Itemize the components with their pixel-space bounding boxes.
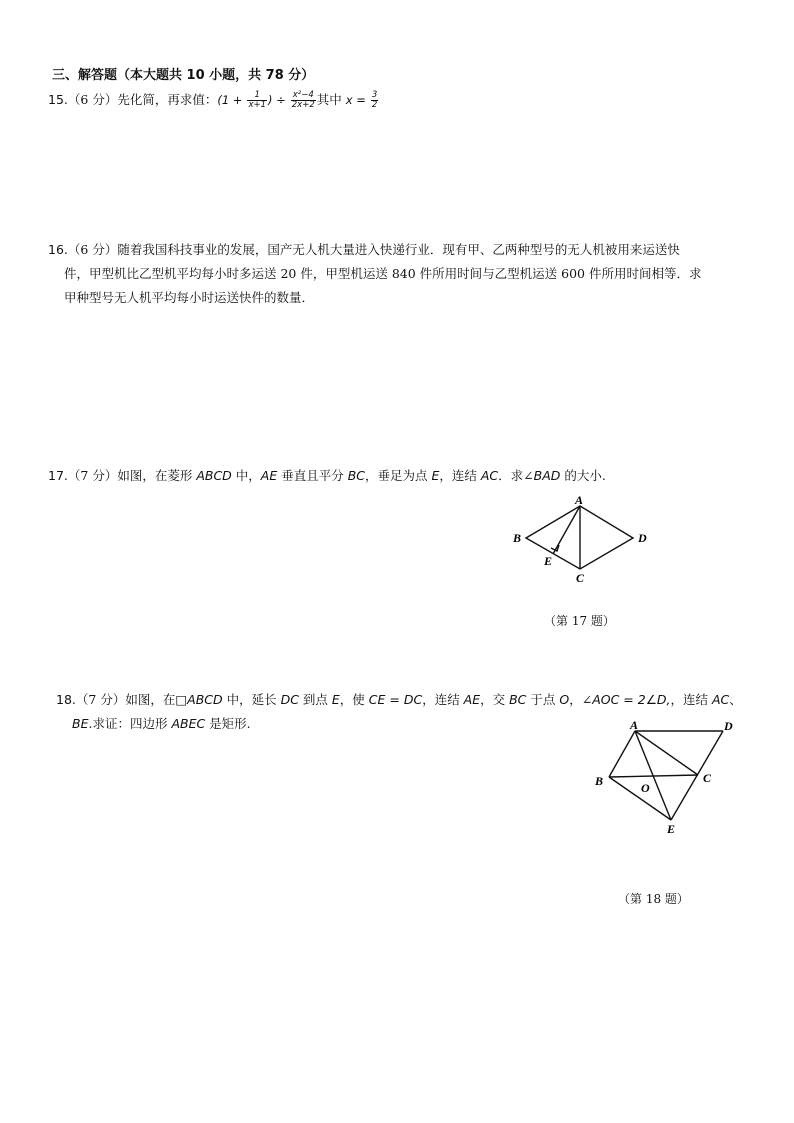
q18-text: 如图，在□	[125, 692, 188, 707]
q17-text: 中，	[231, 468, 261, 483]
q15-fraction-1: $\frac{1}{x+1}$	[248, 90, 266, 110]
q18-score: （7 分）	[75, 692, 126, 707]
q18-text: ，连结	[422, 692, 464, 707]
q15-open: (1 +	[217, 93, 243, 107]
q18-math: E	[331, 692, 340, 707]
q15-score: （6 分）	[67, 92, 118, 107]
q18-math: AE	[463, 692, 481, 707]
q18-math: AC	[711, 692, 730, 707]
q18-text: 到点	[298, 692, 332, 707]
q17-text: ，连结	[439, 468, 481, 483]
q15-var: x =	[345, 93, 366, 107]
q18-math: ABEC	[171, 716, 206, 731]
q18-text: .求证：四边形	[88, 716, 172, 731]
q17-math: AE	[260, 468, 278, 483]
q17-math: BC	[347, 468, 365, 483]
q18-label-e: E	[667, 822, 676, 836]
q16-line-3: 甲种型号无人机平均每小时运送快件的数量．	[64, 290, 315, 305]
q18-label-d: D	[724, 719, 733, 733]
q17-label-a: A	[575, 493, 584, 507]
q17-label-e: E	[544, 554, 553, 568]
q17-text: 的大小.	[560, 468, 606, 483]
q18-math: O	[559, 692, 570, 707]
section-title: 三、解答题（本大题共 10 小题，共 78 分）	[52, 68, 315, 83]
q15-prefix: 先化简，再求值：	[117, 92, 218, 107]
question-17	[48, 464, 606, 488]
q18-text: 、	[729, 692, 742, 707]
q17-math: E	[431, 468, 440, 483]
q18-label-o: O	[641, 781, 650, 795]
q17-text: 如图，在菱形	[117, 468, 197, 483]
q18-caption: （第 18 题）	[618, 892, 689, 906]
q17-number: 17.	[48, 468, 68, 483]
q18-math: BC	[509, 692, 527, 707]
q16-number: 16.	[48, 242, 68, 257]
q18-text: ，连结	[670, 692, 712, 707]
q17-text: ，垂足为点	[365, 468, 432, 483]
q17-label-b: B	[513, 531, 522, 545]
q17-score: （7 分）	[67, 468, 118, 483]
q15-fraction-2: $\frac{\text{x²−4}}{2x+2}$	[291, 90, 315, 110]
q18-text: ，交	[480, 692, 510, 707]
q17-caption: （第 17 题）	[544, 614, 615, 628]
q17-math: ABCD	[196, 468, 232, 483]
q17-rhombus-figure	[505, 490, 665, 590]
q18-math: CE = DC	[368, 692, 423, 707]
q18-math: ABCD	[187, 692, 223, 707]
q15-fraction-3: $\frac{3}{2}$	[371, 90, 378, 110]
q15-close-div: ) ÷	[268, 93, 286, 107]
q18-text: ，∠	[569, 692, 593, 707]
q18-text: ，使	[339, 692, 369, 707]
q18-segment-ab	[609, 731, 635, 777]
question-16	[48, 238, 701, 310]
q18-number: 18.	[56, 692, 76, 707]
q15-where: 其中	[316, 92, 342, 107]
q18-math: AOC = 2∠D,	[592, 692, 671, 707]
q15-number: 15.	[48, 92, 68, 107]
q18-label-b: B	[595, 774, 604, 788]
q17-text: 垂直且平分	[277, 468, 348, 483]
q17-label-d: D	[638, 531, 647, 545]
q18-math: DC	[280, 692, 299, 707]
question-15	[48, 88, 379, 112]
q17-label-c: C	[576, 571, 585, 585]
q18-text: 于点	[526, 692, 560, 707]
q17-math: BAD	[533, 468, 561, 483]
q17-text: ．求∠	[498, 468, 534, 483]
q16-score: （6 分）	[67, 242, 118, 257]
q18-math: BE	[72, 716, 89, 731]
q18-text: 是矩形.	[205, 716, 251, 731]
q16-line-1: 随着我国科技事业的发展，国产无人机大量进入快递行业．现有甲、乙两种型号的无人机被用来运送快	[117, 242, 680, 257]
q17-math: AC	[480, 468, 499, 483]
q18-parallelogram-figure	[585, 715, 750, 840]
q16-line-2: 件，甲型机比乙型机平均每小时多运送 20 件，甲型机运送 840 件所用时间与乙型机运送 600 件所用时间相等．求	[64, 266, 702, 281]
q18-label-c: C	[703, 771, 712, 785]
q18-text: 中，延长	[222, 692, 281, 707]
q18-label-a: A	[630, 718, 639, 732]
